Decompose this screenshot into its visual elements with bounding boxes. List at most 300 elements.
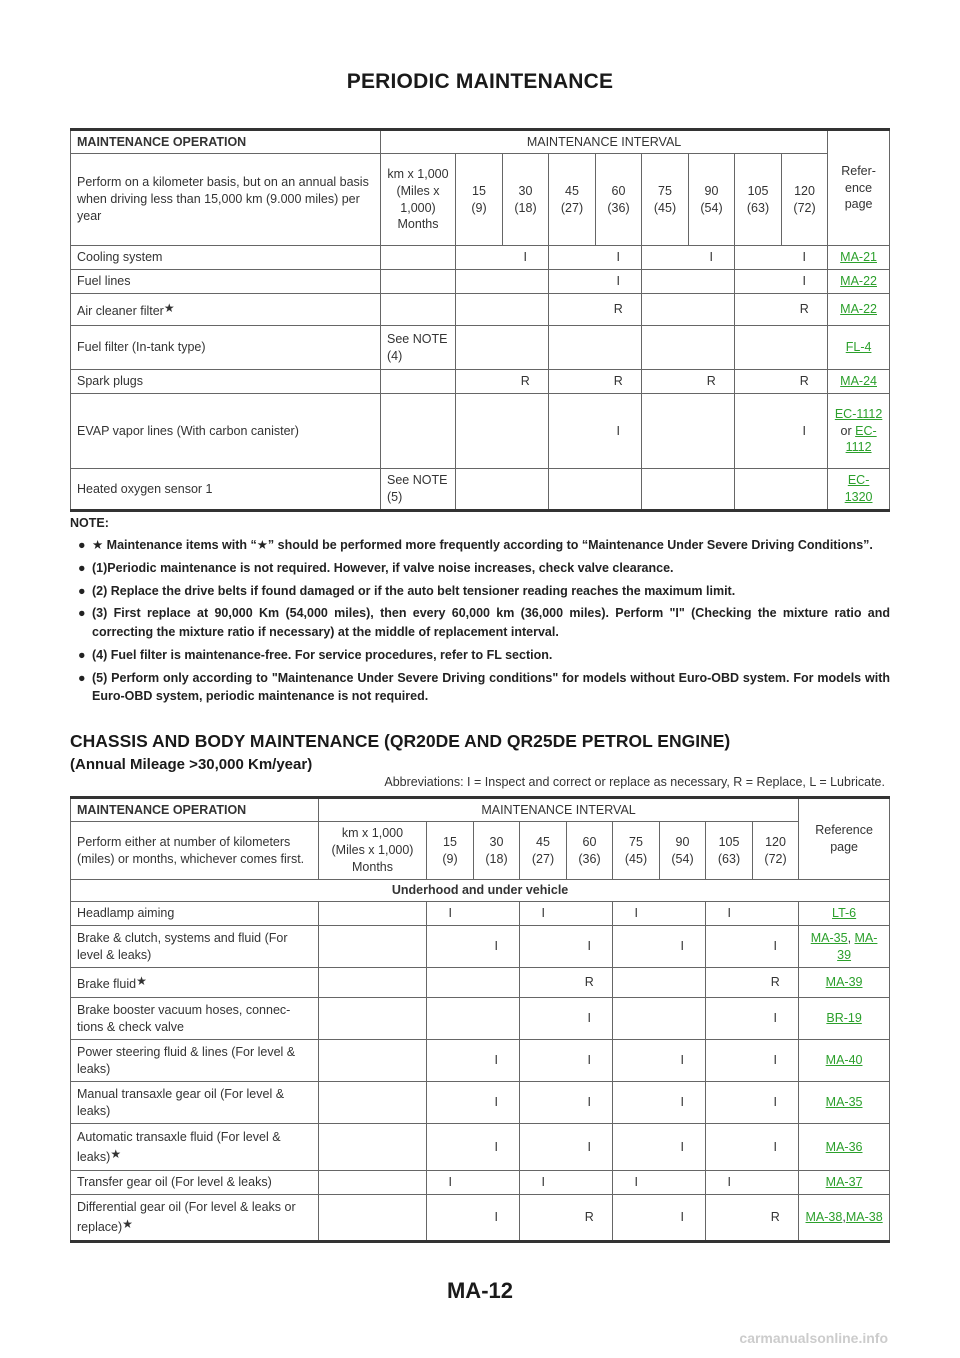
interval-value: R [782, 294, 828, 326]
interval-km: 105 [718, 834, 740, 849]
interval-km: 105 [747, 183, 769, 198]
reference-cell [828, 270, 890, 294]
interval-column-header [735, 154, 782, 246]
operation-cell [71, 1082, 319, 1124]
interval-value [567, 1171, 613, 1195]
reference-header: Refer-ence page [828, 130, 890, 246]
interval-value [782, 326, 828, 370]
interval-km: 60 [611, 183, 626, 198]
interval-value [735, 270, 782, 294]
severe-condition-star-icon: ★ [163, 300, 175, 315]
interval-column-header [520, 822, 567, 880]
interval-value [642, 469, 689, 511]
interval-miles: (9) [442, 851, 458, 866]
note-item [70, 559, 890, 578]
note-text: (4) Fuel filter is maintenance-free. For service procedures, refer to FL section. [92, 647, 553, 662]
interval-value [642, 326, 689, 370]
interval-value [520, 1082, 567, 1124]
interval-description: Perform either at number of kilometers (miles) or months, whichever comes first. [71, 822, 319, 880]
severe-condition-star-icon: ★ [122, 1217, 133, 1231]
interval-value [735, 469, 782, 511]
operation-header: MAINTENANCE OPERATION [71, 130, 381, 154]
interval-value [474, 998, 520, 1040]
note-cell [319, 1082, 427, 1124]
interval-value [660, 902, 706, 926]
interval-value: I [753, 1124, 799, 1171]
reference-link[interactable]: MA-38 [845, 1210, 883, 1225]
interval-value [520, 998, 567, 1040]
interval-value: I [753, 1040, 799, 1082]
interval-value [549, 294, 596, 326]
reference-cell [799, 1124, 890, 1171]
interval-value [642, 394, 689, 469]
interval-value: I [474, 926, 520, 968]
note-item [70, 604, 890, 642]
reference-link[interactable]: MA-39 [837, 930, 878, 962]
interval-miles: (54) [700, 200, 723, 215]
interval-value [474, 902, 520, 926]
operation-name: Brake booster vacuum hoses, connec-tions & check valve [77, 1002, 291, 1034]
severe-condition-star-icon: ★ [110, 1146, 122, 1161]
page-number: MA-12 [446, 1278, 513, 1303]
interval-value: I [706, 902, 753, 926]
interval-km: 15 [472, 183, 486, 198]
reference-link[interactable]: BR-19 [826, 1011, 862, 1026]
table-row [71, 998, 890, 1040]
interval-value [456, 469, 503, 511]
operation-name: Power steering fluid & lines (For level & leaks) [77, 1044, 296, 1076]
interval-value [689, 326, 735, 370]
note-cell [319, 1171, 427, 1195]
interval-header: MAINTENANCE INTERVAL [381, 130, 828, 154]
operation-cell [71, 1195, 319, 1242]
operation-name: Transfer gear oil (For level & leaks) [77, 1175, 272, 1190]
interval-value [782, 469, 828, 511]
page-title: PERIODIC MAINTENANCE [346, 70, 614, 93]
interval-value: I [520, 902, 567, 926]
interval-value [596, 469, 642, 511]
reference-link[interactable]: EC-1320 [844, 473, 873, 504]
interval-km: 60 [582, 834, 597, 849]
reference-link[interactable]: MA-22 [840, 302, 877, 317]
interval-km: 30 [518, 183, 533, 198]
interval-value [549, 469, 596, 511]
reference-cell [828, 294, 890, 326]
maintenance-table-chassis [70, 796, 890, 1243]
interval-km: 75 [629, 834, 643, 849]
interval-value: I [474, 1040, 520, 1082]
interval-value [503, 294, 549, 326]
reference-cell [828, 394, 890, 469]
interval-value [520, 926, 567, 968]
table-row [71, 270, 890, 294]
interval-value [456, 326, 503, 370]
table-row [71, 1040, 890, 1082]
bullet-icon: ● [78, 583, 86, 598]
interval-value: R [782, 370, 828, 394]
interval-km: 90 [704, 183, 719, 198]
operation-cell [71, 270, 381, 294]
interval-value [660, 1171, 706, 1195]
interval-column-header [642, 154, 689, 246]
note-cell [319, 968, 427, 998]
reference-link[interactable]: MA-22 [840, 274, 877, 289]
note-cell: See NOTE (4) [381, 326, 456, 370]
interval-value [706, 1040, 753, 1082]
operation-cell [71, 246, 381, 270]
interval-km: 30 [489, 834, 504, 849]
reference-link[interactable]: MA-37 [825, 1175, 863, 1190]
interval-value [520, 968, 567, 998]
operation-cell [71, 394, 381, 469]
interval-miles: (27) [560, 200, 584, 215]
reference-separator: , [847, 930, 855, 945]
note-item [70, 536, 890, 555]
reference-link[interactable]: MA-21 [840, 250, 877, 265]
bullet-icon: ● [78, 670, 86, 685]
interval-value: I [706, 1171, 753, 1195]
interval-value [735, 326, 782, 370]
interval-value: I [660, 1195, 706, 1242]
interval-km: 45 [565, 183, 579, 198]
section-row-label: Underhood and under vehicle [71, 880, 890, 902]
interval-value [427, 1195, 474, 1242]
interval-unit: km x 1,000 (Miles x 1,000) Months [319, 822, 427, 880]
interval-value: I [660, 1082, 706, 1124]
interval-value: I [753, 1082, 799, 1124]
interval-value [689, 469, 735, 511]
interval-value: I [503, 246, 549, 270]
reference-link[interactable]: MA-40 [825, 1053, 863, 1068]
note-text: (1)Periodic maintenance is not required. However, if valve noise increases, check valve clearance. [92, 560, 674, 575]
reference-header: Reference page [799, 798, 890, 880]
interval-header: MAINTENANCE INTERVAL [319, 798, 799, 822]
interval-value: I [567, 1040, 613, 1082]
interval-miles: (9) [471, 200, 487, 215]
operation-name: Spark plugs [77, 374, 144, 389]
interval-value: I [474, 1082, 520, 1124]
interval-column-header [753, 822, 799, 880]
reference-cell [799, 1195, 890, 1242]
interval-description: Perform on a kilometer basis, but on an annual basis when driving less than 15,000 km (9.000 miles) per year [71, 154, 381, 246]
table-row [71, 1195, 890, 1242]
notes-heading: NOTE: [70, 516, 109, 530]
interval-km: 120 [765, 834, 786, 849]
interval-value [520, 1040, 567, 1082]
interval-value: I [567, 1124, 613, 1171]
interval-km: 45 [536, 834, 550, 849]
reference-cell [799, 926, 890, 968]
interval-column-header [782, 154, 828, 246]
section-title: CHASSIS AND BODY MAINTENANCE (QR20DE AND QR25DE PETROL ENGINE) [70, 731, 731, 751]
operation-cell [71, 469, 381, 511]
interval-value [456, 246, 503, 270]
interval-column-header [689, 154, 735, 246]
operation-cell [71, 1040, 319, 1082]
interval-km: 75 [658, 183, 672, 198]
table-row [71, 1171, 890, 1195]
interval-value [427, 926, 474, 968]
operation-name: Cooling system [77, 250, 163, 265]
reference-link[interactable]: LT-6 [832, 906, 857, 921]
table-row [71, 469, 890, 511]
interval-value [613, 1082, 660, 1124]
interval-value: R [753, 968, 799, 998]
interval-column-header [503, 154, 549, 246]
interval-value [689, 270, 735, 294]
interval-value [753, 902, 799, 926]
reference-link[interactable]: MA-39 [825, 975, 863, 990]
reference-cell [799, 968, 890, 998]
table-row [71, 326, 890, 370]
operation-cell [71, 968, 319, 998]
interval-value [427, 1082, 474, 1124]
interval-value [613, 1195, 660, 1242]
note-cell: See NOTE (5) [381, 469, 456, 511]
operation-cell [71, 370, 381, 394]
table-row [71, 246, 890, 270]
watermark: carmanualsonline.info [739, 1330, 888, 1346]
interval-miles: (27) [531, 851, 555, 866]
interval-value [735, 370, 782, 394]
reference-link[interactable]: MA-38 [805, 1210, 843, 1225]
interval-value [474, 968, 520, 998]
interval-value [706, 1082, 753, 1124]
interval-value: I [474, 1195, 520, 1242]
note-cell [319, 926, 427, 968]
interval-value: I [660, 1124, 706, 1171]
interval-value [427, 968, 474, 998]
operation-cell [71, 1171, 319, 1195]
interval-miles: (54) [671, 851, 694, 866]
interval-value [613, 968, 660, 998]
reference-link[interactable]: EC-1112 [834, 406, 883, 421]
reference-link[interactable]: MA-24 [840, 374, 877, 389]
bullet-icon: ● [78, 560, 86, 575]
interval-value [456, 270, 503, 294]
operation-cell [71, 1124, 319, 1171]
reference-separator: or [840, 423, 856, 438]
interval-value: I [689, 246, 735, 270]
notes-section [70, 516, 890, 710]
interval-value [642, 370, 689, 394]
interval-miles: (36) [607, 200, 630, 215]
reference-cell [828, 326, 890, 370]
interval-value [613, 1124, 660, 1171]
interval-value: I [474, 1124, 520, 1171]
note-cell [381, 270, 456, 294]
interval-miles: (72) [764, 851, 787, 866]
interval-value [642, 246, 689, 270]
interval-column-header [456, 154, 503, 246]
interval-miles: (63) [717, 851, 741, 866]
reference-cell [799, 998, 890, 1040]
interval-value: I [613, 902, 660, 926]
note-cell [381, 394, 456, 469]
interval-value [520, 1124, 567, 1171]
table-row [71, 968, 890, 998]
reference-link[interactable]: EC-1112 [845, 423, 877, 455]
interval-column-header [660, 822, 706, 880]
interval-value [596, 326, 642, 370]
operation-name: Heated oxygen sensor 1 [77, 481, 213, 496]
interval-value: I [660, 926, 706, 968]
interval-value [456, 370, 503, 394]
interval-value [503, 469, 549, 511]
operation-name: Manual transaxle gear oil (For level & leaks) [77, 1086, 285, 1118]
note-text: (5) Perform only according to "Maintenance Under Severe Driving conditions" for models without Euro-OBD system. For models with Euro-OBD system, periodic maintenance is not required. [92, 670, 890, 704]
note-cell [381, 246, 456, 270]
operation-name: Air cleaner filter [77, 303, 164, 318]
reference-separator: , [842, 1210, 846, 1225]
interval-miles: (72) [793, 200, 816, 215]
interval-column-header [427, 822, 474, 880]
interval-value [706, 1195, 753, 1242]
interval-value [567, 902, 613, 926]
interval-value [706, 968, 753, 998]
table-row [71, 1082, 890, 1124]
interval-value [456, 394, 503, 469]
operation-cell [71, 998, 319, 1040]
note-cell [319, 1040, 427, 1082]
interval-miles: (18) [485, 851, 508, 866]
interval-column-header [613, 822, 660, 880]
note-text: (3) First replace at 90,000 Km (54,000 miles), then every 60,000 km (36,000 miles). Perform "I" (Checking the mixture ratio and correcting the mixture ratio if necessary) at the middle of replacement interval. [92, 606, 890, 639]
interval-column-header [567, 822, 613, 880]
operation-cell [71, 294, 381, 326]
note-item [70, 669, 890, 707]
interval-value: R [503, 370, 549, 394]
interval-value [660, 968, 706, 998]
interval-value [660, 998, 706, 1040]
operation-name: EVAP vapor lines (With carbon canister) [77, 423, 299, 438]
reference-cell [799, 1040, 890, 1082]
interval-value [427, 998, 474, 1040]
interval-column-header [596, 154, 642, 246]
interval-miles: (63) [746, 200, 770, 215]
interval-value [706, 998, 753, 1040]
interval-value: I [613, 1171, 660, 1195]
interval-value: R [567, 1195, 613, 1242]
interval-value [549, 394, 596, 469]
reference-cell [799, 1171, 890, 1195]
abbreviations-legend: Abbreviations: I = Inspect and correct or replace as necessary, R = Replace, L = Lubricate. [384, 775, 885, 789]
note-cell [319, 1195, 427, 1242]
interval-value: R [596, 294, 642, 326]
interval-column-header [474, 822, 520, 880]
table-row [71, 926, 890, 968]
note-cell [319, 998, 427, 1040]
table-row [71, 370, 890, 394]
interval-value: I [427, 902, 474, 926]
interval-value: I [596, 246, 642, 270]
reference-link[interactable]: MA-35 [810, 930, 848, 945]
interval-value [520, 1195, 567, 1242]
interval-value [549, 246, 596, 270]
interval-value [456, 294, 503, 326]
table-row [71, 902, 890, 926]
interval-value: I [753, 926, 799, 968]
reference-link[interactable]: MA-36 [825, 1139, 863, 1154]
bullet-icon: ● [78, 606, 86, 621]
reference-cell [828, 469, 890, 511]
interval-value: I [567, 1082, 613, 1124]
table-row [71, 294, 890, 326]
interval-value [613, 1040, 660, 1082]
note-cell [381, 370, 456, 394]
interval-value [503, 394, 549, 469]
interval-value: R [596, 370, 642, 394]
interval-value: I [427, 1171, 474, 1195]
interval-unit: km x 1,000 (Miles x 1,000) Months [381, 154, 456, 246]
table-row [71, 1124, 890, 1171]
interval-value [735, 246, 782, 270]
note-cell [319, 902, 427, 926]
operation-cell [71, 926, 319, 968]
interval-value [689, 394, 735, 469]
interval-km: 15 [443, 834, 457, 849]
interval-value: I [782, 246, 828, 270]
reference-cell [799, 1082, 890, 1124]
reference-cell [828, 246, 890, 270]
maintenance-table-engine [70, 128, 890, 512]
note-text: (2) Replace the drive belts if found damaged or if the auto belt tensioner reading reaches the maximum limit. [92, 583, 736, 598]
interval-column-header [549, 154, 596, 246]
interval-value [706, 926, 753, 968]
operation-name: Differential gear oil (For level & leaks or replace) [77, 1200, 296, 1234]
operation-name: Headlamp aiming [77, 906, 175, 921]
bullet-icon: ● [78, 538, 86, 552]
interval-value: R [689, 370, 735, 394]
reference-cell [799, 902, 890, 926]
interval-value: I [660, 1040, 706, 1082]
interval-value [474, 1171, 520, 1195]
interval-value [503, 326, 549, 370]
note-cell [319, 1124, 427, 1171]
interval-km: 90 [675, 834, 690, 849]
interval-value [753, 1171, 799, 1195]
reference-cell [828, 370, 890, 394]
interval-value [549, 370, 596, 394]
note-item [70, 582, 890, 601]
interval-value [642, 294, 689, 326]
interval-miles: (45) [653, 200, 677, 215]
interval-value [735, 294, 782, 326]
interval-value: I [596, 270, 642, 294]
interval-value [503, 270, 549, 294]
interval-value: I [782, 270, 828, 294]
interval-value: I [567, 998, 613, 1040]
reference-link[interactable]: FL-4 [845, 340, 872, 355]
interval-value: R [753, 1195, 799, 1242]
interval-value: I [596, 394, 642, 469]
interval-value [689, 294, 735, 326]
interval-value [549, 326, 596, 370]
reference-link[interactable]: MA-35 [825, 1095, 863, 1110]
interval-value: I [520, 1171, 567, 1195]
interval-value: I [782, 394, 828, 469]
interval-value: I [567, 926, 613, 968]
note-text: ★ Maintenance items with “★” should be performed more frequently according to “Maintenance Under Severe Driving Conditions”. [92, 538, 873, 552]
interval-value [613, 926, 660, 968]
interval-value: I [753, 998, 799, 1040]
table-row [71, 394, 890, 469]
interval-km: 120 [794, 183, 815, 198]
operation-name: Brake & clutch, systems and fluid (For level & leaks) [77, 930, 288, 962]
interval-miles: (18) [514, 200, 537, 215]
bullet-icon: ● [78, 647, 86, 662]
interval-value [642, 270, 689, 294]
